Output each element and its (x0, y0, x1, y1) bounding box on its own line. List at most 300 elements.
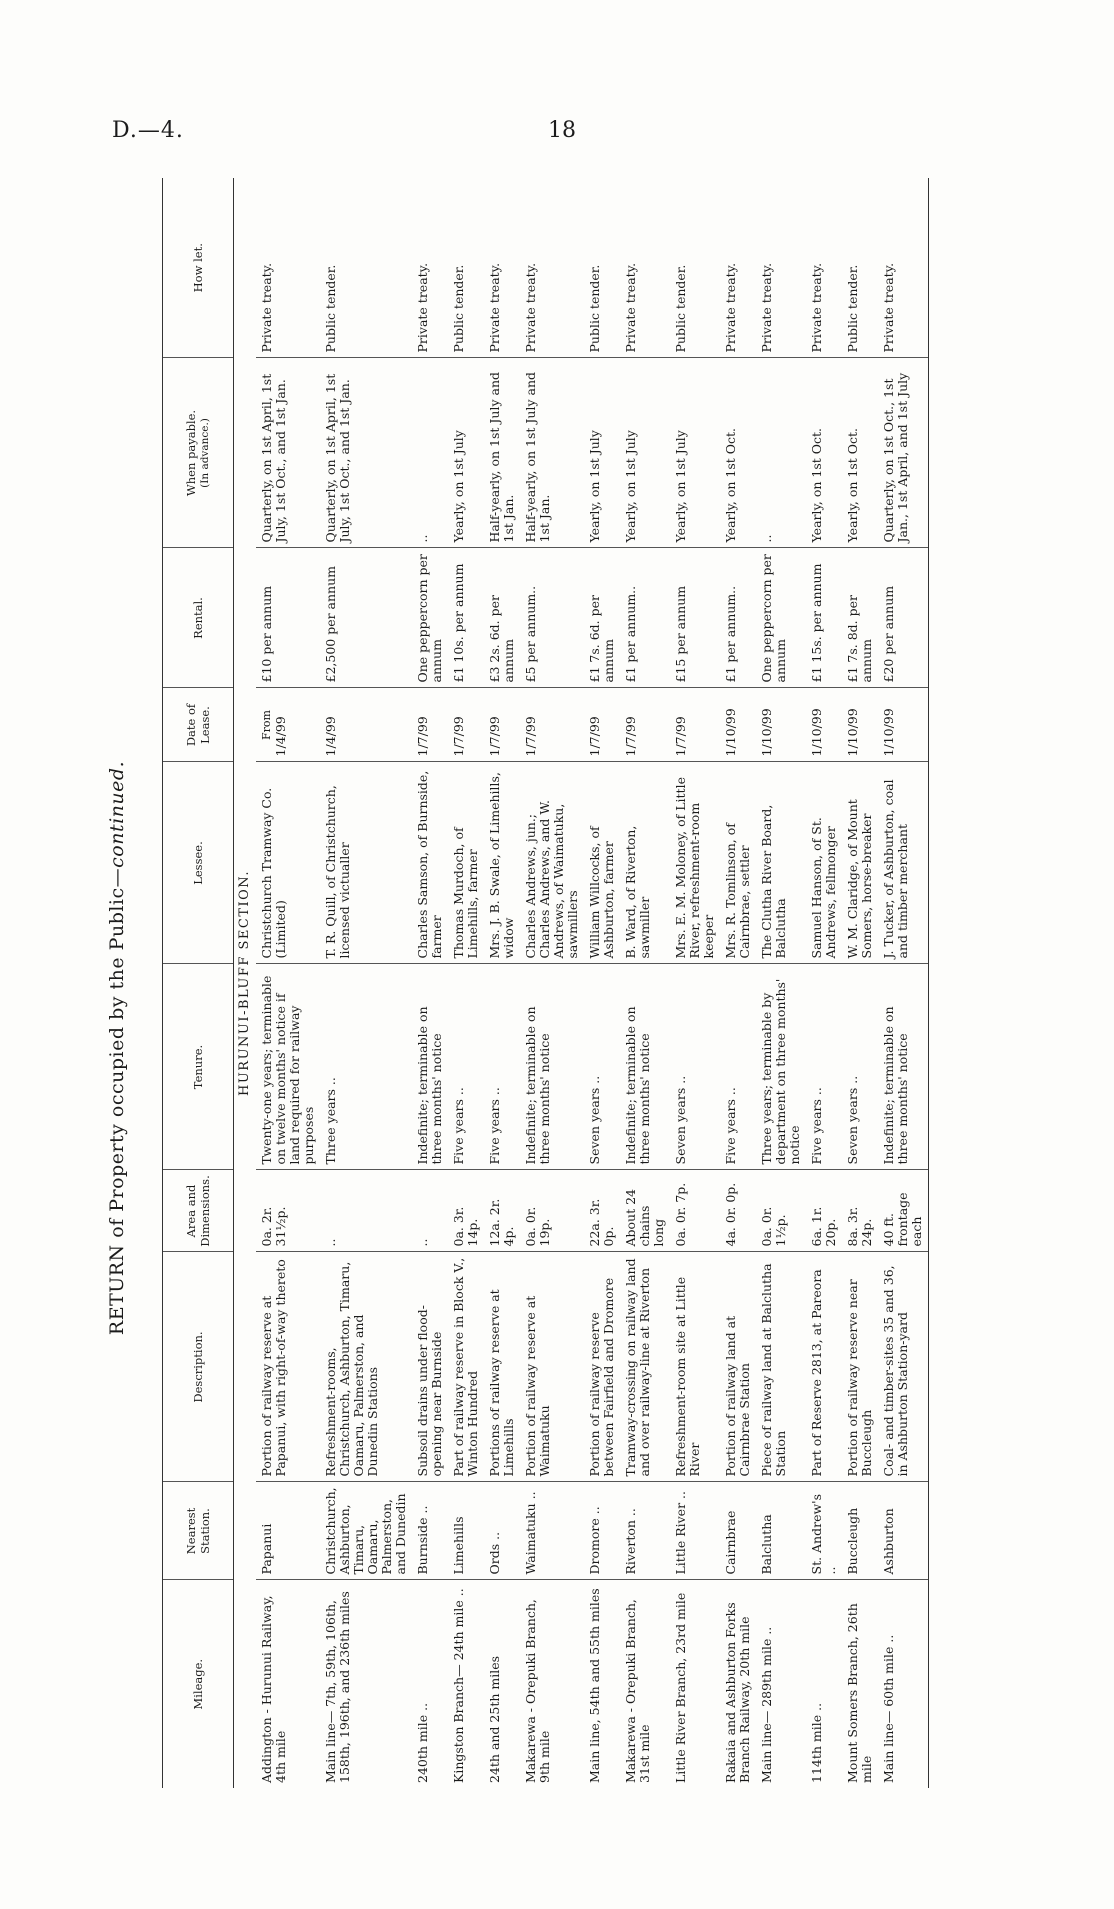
cell-how-text: Private treaty. (259, 262, 274, 353)
cell-lessee (412, 762, 448, 964)
cell-station-text: Little River .. (673, 1491, 688, 1575)
header-description: Description. (163, 1252, 234, 1482)
cell-how (878, 178, 929, 358)
cell-mileage (484, 1580, 520, 1788)
cell-description-text: Part of Reserve 2813, at Pareora (809, 1269, 824, 1477)
cell-mileage-text: Kingston Branch— 24th mile .. (451, 1588, 466, 1783)
cell-description (520, 1252, 584, 1482)
cell-description-text: Portion of railway reserve between Fairfield and Dromore (587, 1277, 616, 1477)
cell-date (412, 688, 448, 762)
cell-lessee (670, 762, 720, 964)
cell-lessee-text: Christchurch Tramway Co. (Limited) (259, 787, 288, 959)
cell-station (256, 1482, 320, 1580)
cell-rental-text: One peppercorn per annum (759, 554, 788, 683)
cell-how-text: Private treaty. (415, 262, 430, 353)
cell-station-text: Riverton .. (623, 1508, 638, 1575)
cell-mileage (256, 1580, 320, 1788)
cell-date (806, 688, 842, 762)
header-date: Date of Lease. (163, 688, 234, 762)
cell-station-text: St. Andrew's .. (809, 1493, 838, 1575)
cell-how-text: Private treaty. (623, 262, 638, 353)
cell-description-text: Refreshment-rooms, Christchurch, Ashburton, Timaru, Oamaru, Palmerston, and Dunedin Stations (323, 1261, 380, 1477)
header-station: Nearest Station. (163, 1482, 234, 1580)
table-row (620, 178, 670, 1788)
cell-tenure-text: Seven years .. (845, 1075, 860, 1165)
page-title (106, 761, 128, 1335)
table-row (520, 178, 584, 1788)
table-row (584, 178, 620, 1788)
cell-how (484, 178, 520, 358)
cell-description (412, 1252, 448, 1482)
cell-description (584, 1252, 620, 1482)
cell-when (256, 358, 320, 548)
cell-description-text: Portion of railway reserve at Papanui, with right-of-way thereto (259, 1259, 288, 1477)
cell-how (720, 178, 756, 358)
cell-when (878, 358, 929, 548)
cell-lessee (620, 762, 670, 964)
cell-tenure-text: Seven years .. (673, 1075, 688, 1165)
cell-rental (670, 548, 720, 688)
cell-how (256, 178, 320, 358)
cell-area (670, 1170, 720, 1252)
cell-how-text: Private treaty. (881, 262, 896, 353)
cell-how-text: Public tender. (673, 264, 688, 353)
cell-description (448, 1252, 484, 1482)
cell-rental (412, 548, 448, 688)
cell-lessee-text: T. R. Quill, of Christchurch, licensed victualler (323, 785, 352, 959)
cell-when (842, 358, 878, 548)
cell-area-text: 0a. 2r. 31½p. (259, 1206, 288, 1247)
cell-mileage (756, 1580, 806, 1788)
cell-description (806, 1252, 842, 1482)
cell-area (256, 1170, 320, 1252)
cell-mileage (584, 1580, 620, 1788)
cell-tenure-text: Five years .. (487, 1087, 502, 1165)
cell-lessee-text: Mrs. E. M. Moloney, of Little River, refreshment-room keeper (673, 777, 716, 959)
cell-date-text: 1/10/99 (881, 708, 896, 757)
cell-description (756, 1252, 806, 1482)
cell-rental (320, 548, 412, 688)
cell-rental-text: £20 per annum (881, 585, 896, 683)
cell-tenure-text: Indefinite; terminable on three months' notice (415, 1006, 444, 1165)
cell-station-text: Ashburton (881, 1508, 896, 1575)
cell-mileage-text: Mount Somers Branch, 26th mile (845, 1603, 874, 1783)
cell-when (756, 358, 806, 548)
cell-description-text: Part of railway reserve in Block V., Winton Hundred (451, 1257, 480, 1477)
header-when-label: When payable. (184, 409, 198, 497)
cell-area-text: 22a. 3r. 0p. (587, 1198, 616, 1247)
cell-date-text: 1/7/99 (587, 716, 602, 757)
cell-lessee (520, 762, 584, 964)
header-rental: Rental. (163, 548, 234, 688)
cell-area (412, 1170, 448, 1252)
cell-mileage-text: Main line— 289th mile .. (759, 1626, 774, 1783)
cell-description-text: Portion of railway reserve at Waimatuku (523, 1295, 552, 1477)
cell-area (320, 1170, 412, 1252)
cell-rental-text: One peppercorn per annum (415, 554, 444, 683)
cell-station (670, 1482, 720, 1580)
cell-when-text: Yearly, on 1st July (623, 430, 638, 543)
cell-when (484, 358, 520, 548)
cell-lessee-text: Samuel Hanson, of St. Andrews, fellmonger (809, 817, 838, 959)
cell-date-text: 1/7/99 (673, 716, 688, 757)
cell-tenure (448, 964, 484, 1170)
cell-mileage-text: 24th and 25th miles (487, 1655, 502, 1783)
cell-when (520, 358, 584, 548)
cell-how (520, 178, 584, 358)
cell-station-text: Papanui (259, 1523, 274, 1575)
cell-area (620, 1170, 670, 1252)
cell-when (670, 358, 720, 548)
cell-how (584, 178, 620, 358)
cell-mileage (842, 1580, 878, 1788)
cell-lessee-text: Charles Samson, of Burnside, farmer (415, 770, 444, 959)
cell-lessee (720, 762, 756, 964)
cell-station-text: Ords .. (487, 1531, 502, 1575)
cell-station-text: Dromore .. (587, 1506, 602, 1575)
cell-when-text: Quarterly, on 1st Oct., 1st Jan., 1st April, and 1st July (881, 372, 910, 543)
cell-tenure-text: Five years .. (723, 1087, 738, 1165)
cell-lessee-text: W. M. Claridge, of Mount Somers, horse-breaker (845, 799, 874, 959)
cell-date (878, 688, 929, 762)
cell-station (584, 1482, 620, 1580)
header-when-sub: (In advance.) (199, 418, 211, 488)
cell-station-text: Limehills (451, 1516, 466, 1575)
cell-when (720, 358, 756, 548)
cell-tenure-text: Twenty-one years; terminable on twelve months' notice if land required for railway purposes (259, 975, 316, 1165)
cell-station (720, 1482, 756, 1580)
document-reference: D.—4. (112, 118, 184, 143)
cell-tenure (320, 964, 412, 1170)
cell-station (756, 1482, 806, 1580)
cell-date-text: 1/10/99 (759, 708, 774, 757)
cell-when-text: .. (759, 534, 774, 543)
cell-area-text: 0a. 0r. 1½p. (759, 1206, 788, 1247)
cell-lessee (484, 762, 520, 964)
cell-area-text: 4a. 0r. 0p. (723, 1182, 738, 1247)
cell-how (756, 178, 806, 358)
cell-when (620, 358, 670, 548)
cell-tenure-text: Five years .. (809, 1087, 824, 1165)
cell-area-text: 0a. 0r. 19p. (523, 1206, 552, 1247)
cell-how-text: Public tender. (845, 264, 860, 353)
cell-when (584, 358, 620, 548)
cell-area-text: 12a. 2r. 4p. (487, 1198, 516, 1247)
cell-tenure-text: Indefinite; terminable on three months' notice (523, 1006, 552, 1165)
cell-how (412, 178, 448, 358)
table-row (842, 178, 878, 1788)
cell-how-text: Private treaty. (759, 262, 774, 353)
cell-date (842, 688, 878, 762)
cell-description (842, 1252, 878, 1482)
cell-date (448, 688, 484, 762)
section-title: HURUNUI-BLUFF SECTION. (237, 870, 252, 1096)
cell-mileage (412, 1580, 448, 1788)
table-row (720, 178, 756, 1788)
cell-description (670, 1252, 720, 1482)
cell-rental (584, 548, 620, 688)
cell-lessee (448, 762, 484, 964)
cell-tenure (484, 964, 520, 1170)
cell-tenure-text: Indefinite; terminable on three months' notice (623, 1006, 652, 1165)
cell-when (320, 358, 412, 548)
cell-area-text: .. (323, 1238, 338, 1247)
cell-date (720, 688, 756, 762)
cell-lessee-text: The Clutha River Board, Balclutha (759, 804, 788, 959)
title-continued: continued. (106, 760, 128, 868)
cell-mileage (520, 1580, 584, 1788)
cell-date-text: 1/7/99 (623, 716, 638, 757)
cell-date (520, 688, 584, 762)
cell-date-text: 1/7/99 (487, 716, 502, 757)
cell-lessee (842, 762, 878, 964)
cell-mileage (448, 1580, 484, 1788)
cell-mileage-text: Makarewa - Orepuki Branch, 9th mile (523, 1599, 552, 1783)
cell-mileage (806, 1580, 842, 1788)
cell-tenure-text: Indefinite; terminable on three months' notice (881, 1006, 910, 1165)
cell-area-text: About 24 chains long (623, 1188, 666, 1247)
cell-how (806, 178, 842, 358)
cell-rental-text: £5 per annum.. (523, 585, 538, 683)
property-table (162, 178, 929, 1788)
cell-area-text: .. (415, 1238, 430, 1247)
cell-mileage-text: 240th mile .. (415, 1702, 430, 1783)
cell-tenure-text: Three years; terminable by department on three months' notice (759, 978, 802, 1165)
cell-mileage-text: Addington - Hurunui Railway, 4th mile (259, 1595, 288, 1783)
cell-how-text: Public tender. (451, 264, 466, 353)
cell-station (412, 1482, 448, 1580)
cell-rental (520, 548, 584, 688)
cell-when-text: Yearly, on 1st Oct. (723, 428, 738, 543)
table-row (320, 178, 412, 1788)
cell-tenure (584, 964, 620, 1170)
cell-area (720, 1170, 756, 1252)
cell-station-text: Balclutha (759, 1514, 774, 1575)
cell-rental-text: £15 per annum (673, 585, 688, 683)
cell-lessee (256, 762, 320, 964)
cell-station (320, 1482, 412, 1580)
cell-description (878, 1252, 929, 1482)
cell-date (756, 688, 806, 762)
cell-when (806, 358, 842, 548)
cell-date-text: 1/7/99 (451, 716, 466, 757)
cell-when (448, 358, 484, 548)
cell-lessee-text: B. Ward, of Riverton, sawmiller (623, 825, 652, 959)
cell-rental (720, 548, 756, 688)
cell-rental (842, 548, 878, 688)
cell-tenure (412, 964, 448, 1170)
cell-lessee-text: Charles Andrews, jun.; Charles Andrews, and W. Andrews, of Waimatuku, sawmillers (523, 800, 580, 959)
cell-date (620, 688, 670, 762)
table-row (484, 178, 520, 1788)
cell-station-text: Buccleugh (845, 1507, 860, 1575)
cell-tenure (878, 964, 929, 1170)
table-row (412, 178, 448, 1788)
cell-date (256, 688, 320, 762)
cell-date-text: 1/10/99 (723, 708, 738, 757)
cell-tenure (842, 964, 878, 1170)
header-tenure: Tenure. (163, 964, 234, 1170)
cell-mileage-text: Main line— 60th mile .. (881, 1634, 896, 1783)
cell-when-text: Half-yearly, on 1st July and 1st Jan. (487, 371, 516, 543)
cell-area-text: 0a. 0r. 7p. (673, 1182, 688, 1247)
cell-tenure (806, 964, 842, 1170)
cell-area-text: 0a. 3r. 14p. (451, 1206, 480, 1247)
cell-rental-text: £1 7s. 8d. per annum (845, 595, 874, 683)
cell-area (520, 1170, 584, 1252)
cell-tenure (520, 964, 584, 1170)
cell-description-text: Refreshment-room site at Little River (673, 1276, 702, 1477)
cell-when-text: Yearly, on 1st Oct. (845, 428, 860, 543)
cell-description-text: Coal- and timber-sites 35 and 36, in Ashburton Station-yard (881, 1265, 910, 1477)
cell-rental-text: £3 2s. 6d. per annum (487, 595, 516, 683)
header-mileage: Mileage. (163, 1580, 234, 1788)
cell-date-text: 1/10/99 (845, 708, 860, 757)
cell-date (670, 688, 720, 762)
cell-lessee-text: Mrs. J. B. Swale, of Limehills, widow (487, 772, 516, 959)
cell-mileage (878, 1580, 929, 1788)
cell-how (670, 178, 720, 358)
cell-how-text: Private treaty. (487, 262, 502, 353)
cell-date-text: 1/7/99 (415, 716, 430, 757)
cell-station (484, 1482, 520, 1580)
cell-how-text: Public tender. (587, 264, 602, 353)
cell-mileage-text: Main line— 7th, 59th, 106th, 158th, 196th, and 236th miles (323, 1591, 352, 1783)
cell-description-text: Portions of railway reserve at Limehills (487, 1289, 516, 1477)
cell-station (842, 1482, 878, 1580)
cell-tenure-text: Five years .. (451, 1087, 466, 1165)
header-when (163, 358, 234, 548)
cell-how (620, 178, 670, 358)
cell-date (584, 688, 620, 762)
cell-lessee-text: William Willcocks, of Ashburton, farmer (587, 826, 616, 959)
cell-station-text: Cairnbrae (723, 1510, 738, 1575)
cell-description (484, 1252, 520, 1482)
cell-description (620, 1252, 670, 1482)
header-how: How let. (163, 178, 234, 358)
header-lessee: Lessee. (163, 762, 234, 964)
cell-when-text: Quarterly, on 1st April, 1st July, 1st Oct., and 1st Jan. (259, 373, 288, 543)
title-main: RETURN of Property occupied by the Public— (106, 867, 128, 1336)
cell-rental-text: £1 per annum.. (723, 585, 738, 683)
cell-description (256, 1252, 320, 1482)
cell-rental (620, 548, 670, 688)
cell-mileage (620, 1580, 670, 1788)
cell-mileage (670, 1580, 720, 1788)
cell-date-text: 1/10/99 (809, 708, 824, 757)
cell-lessee (806, 762, 842, 964)
cell-lessee (878, 762, 929, 964)
cell-when-text: Yearly, on 1st July (587, 430, 602, 543)
cell-area (878, 1170, 929, 1252)
table-row (806, 178, 842, 1788)
cell-tenure (620, 964, 670, 1170)
cell-station-text: Christchurch, Ashburton, Timaru, Oamaru, Palmerston, and Dunedin (323, 1487, 408, 1575)
cell-rental-text: £1 10s. per annum (451, 563, 466, 683)
cell-area-text: 8a. 3r. 24p. (845, 1206, 874, 1247)
cell-date (320, 688, 412, 762)
cell-description-text: Subsoil drains under flood-opening near Burnside (415, 1305, 444, 1477)
cell-how (320, 178, 412, 358)
table-row (670, 178, 720, 1788)
cell-when-text: .. (415, 534, 430, 543)
table-row (878, 178, 929, 1788)
header-area: Area and Dimensions. (163, 1170, 234, 1252)
cell-station-text: Waimatuku .. (523, 1491, 538, 1575)
cell-area (842, 1170, 878, 1252)
cell-how (448, 178, 484, 358)
cell-station (806, 1482, 842, 1580)
cell-area (448, 1170, 484, 1252)
cell-when-text: Quarterly, on 1st April, 1st July, 1st Oct., and 1st Jan. (323, 373, 352, 543)
cell-when-text: Yearly, on 1st Oct. (809, 428, 824, 543)
cell-when-text: Yearly, on 1st July (673, 430, 688, 543)
cell-lessee-text: J. Tucker, of Ashburton, coal and timber merchant (881, 779, 910, 959)
cell-tenure (756, 964, 806, 1170)
cell-mileage-text: Little River Branch, 23rd mile (673, 1592, 688, 1783)
cell-date-text: 1/4/99 (273, 716, 288, 757)
cell-rental (756, 548, 806, 688)
cell-lessee-text: Mrs. R. Tomlinson, of Cairnbrae, settler (723, 823, 752, 959)
cell-rental (256, 548, 320, 688)
cell-how-text: Private treaty. (809, 262, 824, 353)
cell-area-text: 6a. 1r. 20p. (809, 1206, 838, 1247)
cell-rental (806, 548, 842, 688)
from-label: From (260, 710, 273, 740)
cell-rental-text: £10 per annum (259, 585, 274, 683)
cell-tenure (720, 964, 756, 1170)
cell-rental-text: £1 15s. per annum (809, 563, 824, 683)
cell-area (584, 1170, 620, 1252)
cell-tenure (256, 964, 320, 1170)
table-row (256, 178, 320, 1788)
cell-when-text: Half-yearly, on 1st July and 1st Jan. (523, 371, 552, 543)
cell-tenure-text: Seven years .. (587, 1075, 602, 1165)
cell-rental-text: £1 per annum.. (623, 585, 638, 683)
header-row (163, 178, 234, 1788)
cell-rental-text: £1 7s. 6d. per annum (587, 595, 616, 683)
cell-rental-text: £2,500 per annum (323, 565, 338, 683)
section-row (234, 178, 257, 1788)
cell-when (412, 358, 448, 548)
cell-area (484, 1170, 520, 1252)
cell-how (842, 178, 878, 358)
cell-area-text: 40 ft. frontage each (881, 1192, 924, 1247)
cell-mileage-text: 114th mile .. (809, 1702, 824, 1783)
cell-mileage-text: Main line, 54th and 55th miles (587, 1588, 602, 1783)
table-row (756, 178, 806, 1788)
cell-rental (878, 548, 929, 688)
property-table-rotated (162, 178, 972, 1788)
cell-description-text: Piece of railway land at Balclutha Station (759, 1263, 788, 1477)
cell-mileage-text: Rakaia and Ashburton Forks Branch Railway, 20th mile (723, 1602, 752, 1783)
cell-lessee (584, 762, 620, 964)
cell-station (620, 1482, 670, 1580)
cell-rental (484, 548, 520, 688)
cell-description-text: Portion of railway reserve near Buccleugh (845, 1279, 874, 1477)
cell-when-text: Yearly, on 1st July (451, 430, 466, 543)
cell-rental (448, 548, 484, 688)
cell-mileage (320, 1580, 412, 1788)
table-row (448, 178, 484, 1788)
cell-how-text: Public tender. (323, 264, 338, 353)
cell-date (484, 688, 520, 762)
cell-station (448, 1482, 484, 1580)
cell-area (806, 1170, 842, 1252)
cell-lessee (320, 762, 412, 964)
cell-description (720, 1252, 756, 1482)
page-number: 18 (548, 118, 576, 143)
